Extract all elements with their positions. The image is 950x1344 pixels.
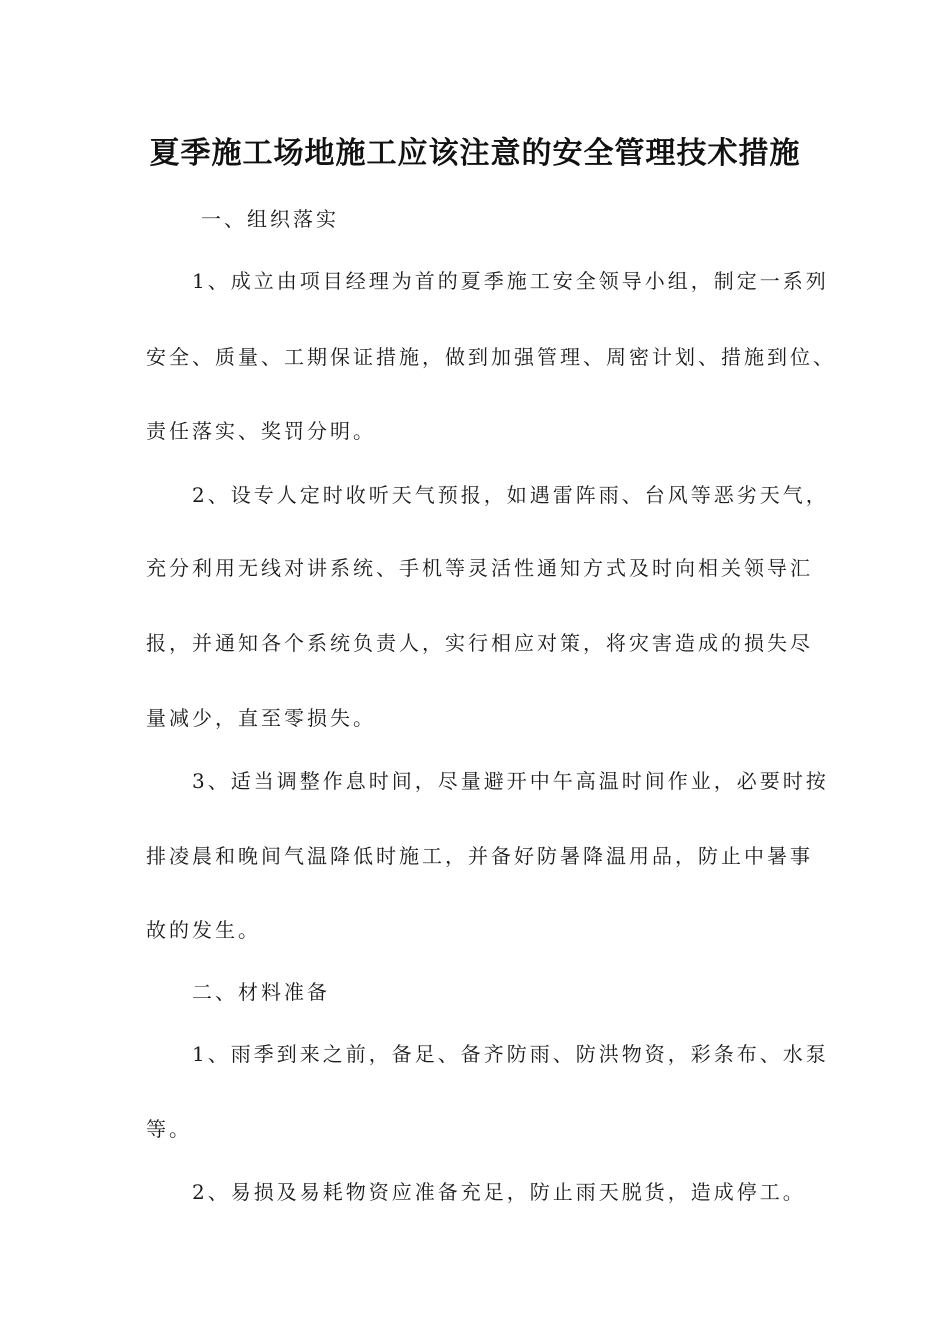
- paragraph-line: 1、雨季到来之前，备足、备齐防雨、防洪物资，彩条布、水泵: [192, 1042, 829, 1066]
- paragraph-line: 安全、质量、工期保证措施，做到加强管理、周密计划、措施到位、: [146, 345, 836, 369]
- paragraph-line: 充分利用无线对讲系统、手机等灵活性通知方式及时向相关领导汇: [146, 556, 813, 580]
- paragraph-line: 报，并通知各个系统负责人，实行相应对策，将灾害造成的损失尽: [146, 631, 813, 655]
- paragraph-line: 故的发生。: [146, 918, 261, 942]
- paragraph-line: 量减少，直至零损失。: [146, 706, 376, 730]
- paragraph-line: 等。: [146, 1117, 192, 1141]
- paragraph-line: 责任落实、奖罚分明。: [146, 419, 376, 443]
- section-heading-materials: 二、材料准备: [192, 980, 330, 1004]
- paragraph-line: 3、适当调整作息时间，尽量避开中午高温时间作业，必要时按: [192, 769, 829, 793]
- paragraph-line: 2、设专人定时收听天气预报，如遇雷阵雨、台风等恶劣天气，: [192, 483, 829, 507]
- paragraph-line: 排凌晨和晚间气温降低时施工，并备好防暑降温用品，防止中暑事: [146, 844, 813, 868]
- document-title: 夏季施工场地施工应该注意的安全管理技术措施: [149, 136, 801, 171]
- paragraph-line: 1、成立由项目经理为首的夏季施工安全领导小组，制定一系列: [192, 269, 829, 293]
- section-heading-organization: 一、组织落实: [201, 207, 339, 231]
- paragraph-line: 2、易损及易耗物资应准备充足，防止雨天脱货，造成停工。: [192, 1180, 806, 1204]
